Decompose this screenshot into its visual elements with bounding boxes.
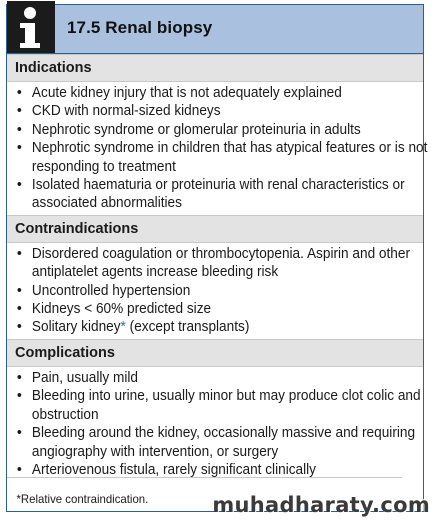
list-item: • Disordered coagulation or thrombocytopenia. Aspirin and other antiplatelet agents increase bleeding risk <box>15 245 430 282</box>
list-item: • Bleeding into urine, usually minor but may produce clot colic and obstruction <box>15 387 430 424</box>
list-complications <box>7 367 423 481</box>
list-indications <box>7 82 428 215</box>
list-item: • Nephrotic syndrome or glomerular proteinuria in adults <box>15 121 430 139</box>
box-title: 17.5 Renal biopsy <box>67 18 213 37</box>
list-item: • Acute kidney injury that is not adequately explained <box>15 84 430 102</box>
list-item: • Uncontrolled hypertension <box>15 282 430 300</box>
solitary-text: Solitary kidney <box>31 319 121 336</box>
section-heading-complications: Complications <box>7 339 423 367</box>
info-box <box>6 4 428 512</box>
info-icon <box>7 1 55 53</box>
footnote: *Relative contraindication. <box>7 477 402 506</box>
solitary-suffix: (except transplants) <box>125 319 250 336</box>
list-item: • Bleeding around the kidney, occasionally massive and requiring angiography with intervention, or surgery <box>15 424 430 461</box>
list-item: • Arteriovenous fistula, rarely significant clinically <box>15 461 430 479</box>
list-item <box>15 318 430 336</box>
footnote-marker: * <box>120 319 126 336</box>
list-contraindications <box>7 243 423 339</box>
list-item: • Kidneys < 60% predicted size <box>15 300 430 318</box>
list-item: • CKD with normal-sized kidneys <box>15 102 430 120</box>
watermark: muhadharaty.com <box>212 493 430 517</box>
list-item: • Nephrotic syndrome in children that has atypical features or is not responding to treatment <box>15 139 430 176</box>
section-heading-contraindications: Contraindications <box>7 215 423 243</box>
list-item: • Isolated haematuria or proteinuria with renal characteristics or associated abnormalities <box>15 176 430 213</box>
sections <box>7 54 428 481</box>
section-heading-indications: Indications <box>7 54 423 82</box>
title-bar <box>7 5 423 54</box>
list-item: • Pain, usually mild <box>15 369 430 387</box>
